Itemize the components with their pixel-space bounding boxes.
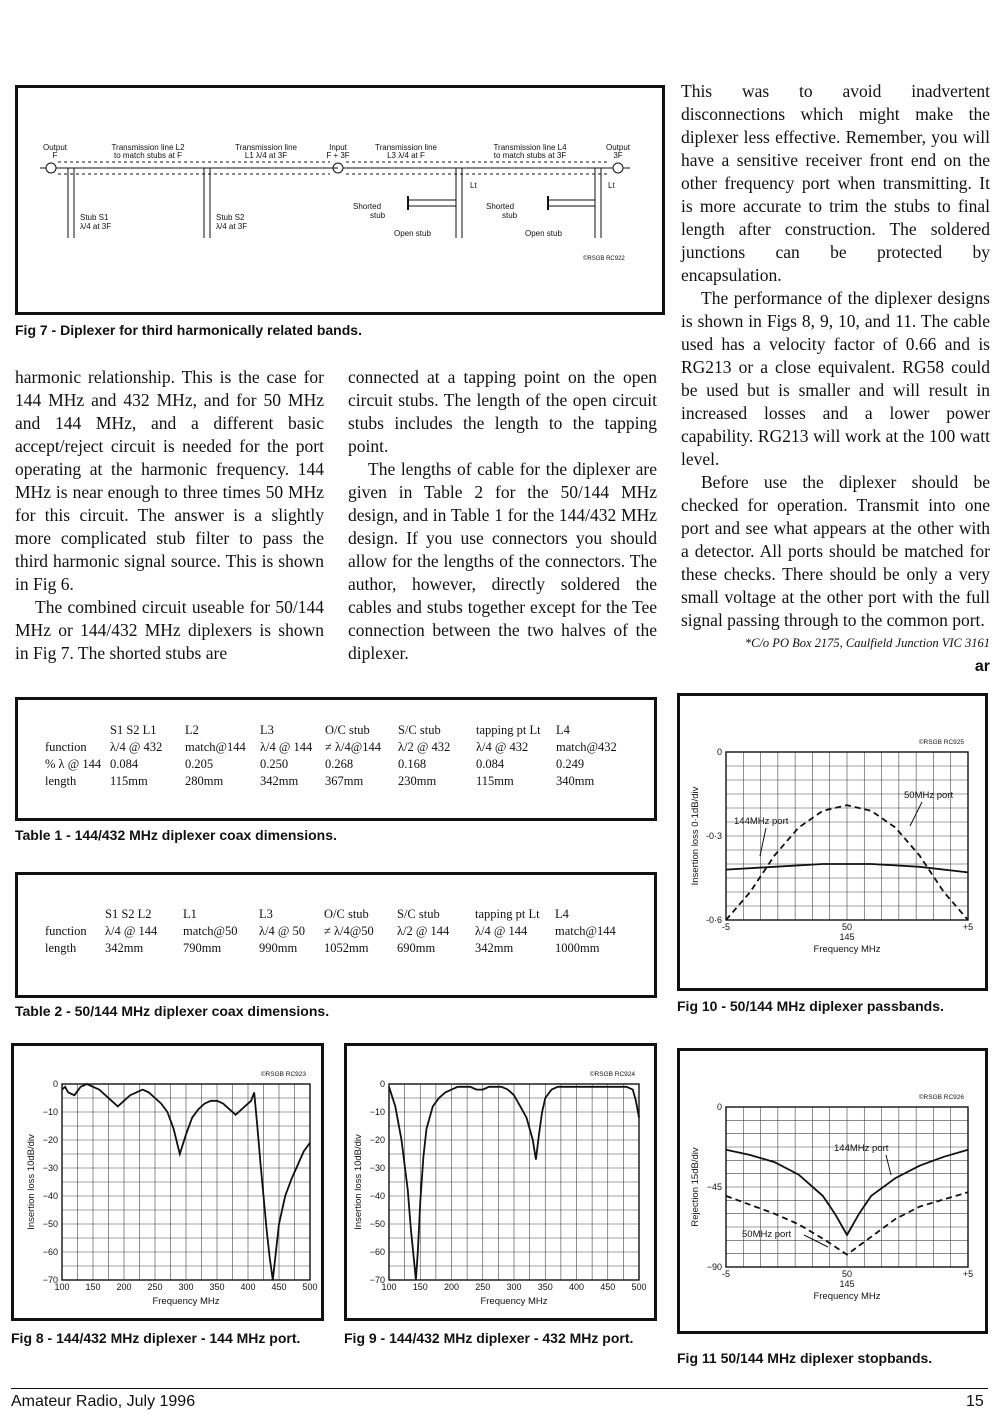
fig7-tl-l2-label2: to match stubs at F [113,151,183,160]
x-axis-label: Frequency MHz [813,1291,881,1302]
fig7-output-left-freq: F [52,151,58,160]
x-axis-label: Frequency MHz [152,1296,220,1307]
series-label: 144MHz port [734,816,789,827]
fig7-credit: ©RSGB RC922 [583,256,625,262]
fig7-stub-s1-label2: λ/4 at 3F [80,222,112,231]
table-cell: λ/4 @ 144 [475,924,528,938]
x-tick-label: -5 [721,922,731,932]
table-cell: 0.168 [398,757,427,771]
table-header-cell: S/C stub [398,723,441,737]
fig9-caption: Fig 9 - 144/432 MHz diplexer - 432 MHz port. [344,1330,634,1346]
fig7-stub-s2-label2: λ/4 at 3F [216,222,248,231]
footer-page-number: 15 [966,1393,984,1410]
fig7-stub-s2-label1: Stub S2 [216,213,245,222]
fig9-frame [344,1043,657,1321]
table-header-cell: L3 [260,723,274,737]
table-cell: 1000mm [555,941,600,955]
table-cell: λ/4 @ 50 [259,924,306,938]
table-cell: 0.084 [476,757,505,771]
fig7-tl-l3-label2: L3 λ/4 at F [387,151,425,160]
table-cell: 0.084 [110,757,139,771]
x-tick-label: 450 [600,1282,616,1292]
table-cell: 342mm [260,774,299,788]
table-cell: 342mm [105,941,144,955]
y-tick-label: −90 [706,1262,722,1272]
table-header-cell: L4 [556,723,570,737]
table-cell: λ/4 @ 432 [110,740,163,754]
x-tick-label: 250 [147,1282,163,1292]
table-row [45,739,617,756]
table-cell: 790mm [183,941,222,955]
table-row [45,773,617,790]
fig7-stub-s1-label1: Stub S1 [80,213,109,222]
table-row [45,940,616,957]
x-tick-label: 500 [631,1282,647,1292]
fig7-shorted-stub2-label2: stub [502,211,518,220]
table-cell: 115mm [110,774,148,788]
table-cell: 342mm [475,941,514,955]
table2 [45,906,616,957]
y-tick-label: −50 [42,1219,58,1229]
table-cell: length [45,941,77,955]
table-cell: 0.250 [260,757,289,771]
table-cell: 367mm [325,774,364,788]
y-axis-label: Rejection 15dB/div [690,1147,701,1227]
end-mark: ar [974,658,990,675]
y-tick-label: −50 [369,1219,385,1229]
y-tick-label: −10 [42,1107,58,1117]
fig7-diagram [18,88,662,312]
x-tick-label: 150 [412,1282,428,1292]
x-tick-label: 400 [240,1282,256,1292]
x-tick-label: 50 [841,1269,853,1279]
table2-caption: Table 2 - 50/144 MHz diplexer coax dimensions. [15,1003,330,1019]
x-axis-label: Frequency MHz [480,1296,548,1307]
table-cell: λ/4 @ 432 [476,740,529,754]
table-cell: match@144 [555,924,616,938]
chart-credit: ©RSGB RC925 [918,739,964,746]
x-tick-label: 200 [443,1282,460,1292]
table-cell: 280mm [185,774,224,788]
fig7-shorted-stub-label1: Shorted [353,202,382,211]
x-tick-label: +5 [962,1269,974,1279]
y-tick-label: −60 [42,1247,58,1257]
fig9-plot [353,1070,647,1307]
fig7-output-right-freq: 3F [613,151,623,160]
x-tick-label: 500 [302,1282,318,1292]
series-label: 50MHz port [904,790,954,801]
table-cell: match@50 [183,924,238,938]
fig7-lt-label: Lt [470,181,477,190]
chart-credit: ©RSGB RC926 [918,1094,964,1101]
table-cell: % λ @ 144 [45,757,102,771]
table-cell: λ/2 @ 432 [398,740,451,754]
table-cell: λ/4 @ 144 [260,740,313,754]
fig7-frame [15,85,665,315]
fig7-tl-l3-label1: Transmission line [375,143,437,152]
table-header-cell: S/C stub [397,907,440,921]
series-label: 144MHz port [834,1143,889,1154]
table-cell: ≠ λ/4@50 [324,924,374,938]
fig11-chart [680,1051,985,1331]
table-cell: ≠ λ/4@144 [325,740,382,754]
table-header-cell: L1 [183,907,197,921]
y-tick-label: −40 [42,1191,58,1201]
fig7-tl-l1-label2: L1 λ/4 at 3F [244,151,288,160]
x-tick-sublabel: 145 [839,932,855,942]
table-cell: 115mm [476,774,514,788]
fig11-plot [690,1093,973,1302]
x-tick-label: 150 [85,1282,101,1292]
table-cell: 0.205 [185,757,214,771]
fig7-input-label2: F + 3F [326,151,350,160]
y-tick-label: −70 [42,1275,58,1285]
fig10-plot [690,738,973,955]
y-tick-label: −70 [369,1275,385,1285]
y-axis-label: Insertion loss 10dB/div [26,1134,37,1230]
series-label-pointer [804,1235,828,1247]
y-tick-label: −45 [706,1182,722,1192]
table-header-cell: S1 S2 L1 [110,723,157,737]
col3-paragraph-3: Before use the diplexer should be checked for operation. Transmit into one port and see what appears at the other with a detector. All ports should be matched for these checks. There should be only a very small voltage at the other port with the full signal passing through to the common port. [681,472,990,630]
fig10-caption: Fig 10 - 50/144 MHz diplexer passbands. [677,998,944,1014]
table-cell: 340mm [556,774,595,788]
table-header-cell: tapping pt Lt [475,907,540,921]
fig8-frame [11,1043,324,1321]
y-tick-label: −30 [42,1163,58,1173]
table-header-cell: tapping pt Lt [476,723,541,737]
x-tick-label: 400 [568,1282,585,1292]
table-cell: function [45,740,87,754]
table-cell: 0.268 [325,757,354,771]
fig8-chart [14,1046,321,1318]
fig11-caption: Fig 11 50/144 MHz diplexer stopbands. [677,1350,933,1366]
fig9-chart [347,1046,654,1318]
table-cell: 990mm [259,941,298,955]
y-tick-label: 0 [52,1079,58,1089]
table-cell: 690mm [397,941,436,955]
y-tick-label: 0 [379,1079,385,1089]
fig7-lt2-label: Lt [608,181,615,190]
x-tick-label: 250 [475,1282,491,1292]
fig7-input-label1: Input [329,143,347,152]
y-axis-label: Insertion loss 10dB/div [353,1134,364,1230]
fig7-output-right: Output [605,143,631,152]
chart-credit: ©RSGB RC923 [260,1071,306,1078]
series-label-pointer [760,828,766,856]
table-cell: 230mm [398,774,437,788]
col1-paragraph-2: The combined circuit useable for 50/144 MHz or 144/432 MHz diplexers is shown in Fig 7. The shorted stubs are [15,597,324,663]
y-tick-label: 0 [716,1102,722,1112]
fig7-open-stub-label: Open stub [394,229,431,238]
table-header-cell [45,722,110,739]
x-tick-label: +5 [962,922,974,932]
table-row [45,756,617,773]
fig7-shorted-stub-label2: stub [370,211,386,220]
x-tick-label: 450 [271,1282,287,1292]
article-column-1 [15,366,324,665]
y-tick-label: −20 [369,1135,385,1145]
x-tick-label: 300 [178,1282,194,1292]
x-tick-label: 350 [209,1282,225,1292]
table-header-cell: S1 S2 L2 [105,907,152,921]
fig7-tl-l4-label2: to match stubs at 3F [493,151,567,160]
author-address: *C/o PO Box 2175, Caulfield Junction VIC 3161 [744,636,990,650]
x-tick-label: 300 [506,1282,522,1292]
y-tick-label: −30 [369,1163,385,1173]
y-tick-label: -0·3 [705,831,722,841]
fig10-chart [680,696,985,988]
table-cell: 1052mm [324,941,369,955]
col3-paragraph-2: The performance of the diplexer designs is shown in Figs 8, 9, 10, and 11. The cable used has a velocity factor of 0.66 and is RG213 or a close equivalent. RG58 could be used but is smaller and will result in increased losses and a lower power capability. RG213 will work at the 100 watt level. [681,288,990,469]
series-label-pointer [886,1155,891,1175]
x-tick-sublabel: 145 [839,1279,855,1289]
fig11-frame [677,1048,988,1334]
article-column-3 [681,80,990,678]
table-header-cell: O/C stub [325,723,370,737]
fig8-plot [26,1070,318,1307]
y-axis-label: Insertion loss 0·1dB/div [690,786,701,886]
article-column-2 [348,366,657,665]
y-tick-label: −40 [369,1191,385,1201]
fig7-tl-l2-label1: Transmission line L2 [111,143,185,152]
table-header-cell: L3 [259,907,273,921]
table2-header-row [45,906,616,923]
fig7-shorted-stub2-label1: Shorted [486,202,515,211]
col3-paragraph-1: This was to avoid inadvertent disconnections which might make the diplexer less effective. Remember, you will have a sensitive receiver front end on the other frequency port when transmitting. It is more accurate to trim the stubs to final length after construction. The soldered junctions can be protected by encapsulation. [681,81,990,285]
col2-paragraph-2: The lengths of cable for the diplexer are given in Table 2 for the 50/144 MHz design, and in Table 1 for the 144/432 MHz design. If you use connectors you should allow for the lengths of the connectors. The author, however, directly soldered the cables and stubs together except for the Tee connection between the two halves of the diplexer. [348,459,657,663]
x-tick-label: 100 [381,1282,397,1292]
footer-rule [11,1388,988,1389]
table-row [45,923,616,940]
table-header-cell: L4 [555,907,569,921]
x-axis-label: Frequency MHz [813,944,881,955]
x-tick-label: 200 [116,1282,132,1292]
y-tick-label: 0 [716,747,722,757]
table-cell: match@144 [185,740,246,754]
x-tick-label: 50 [841,922,853,932]
fig7-open-stub2-label: Open stub [525,229,562,238]
y-tick-label: −20 [42,1135,58,1145]
table-cell: length [45,774,77,788]
footer-publication: Amateur Radio, July 1996 [11,1393,196,1410]
fig10-frame [677,693,988,991]
table1 [45,722,617,790]
x-tick-label: -5 [721,1269,731,1279]
series-label: 50MHz port [742,1229,792,1240]
col1-paragraph-1: harmonic relationship. This is the case for 144 MHz and 432 MHz, and for 50 MHz and 144 MHz, and a different basic accept/reject circuit is needed for the port operating at the harmonic frequency. 144 MHz is near enough to three times 50 MHz for this circuit. The answer is a slightly more complicated stub filter to pass the third harmonic signal source. This is shown in Fig 6. [15,367,324,594]
fig7-caption: Fig 7 - Diplexer for third harmonically related bands. [15,322,362,338]
table-cell: function [45,924,87,938]
y-tick-label: −60 [369,1247,385,1257]
chart-credit: ©RSGB RC924 [589,1071,635,1078]
fig7-tl-l4-label1: Transmission line L4 [493,143,567,152]
table-header-cell: O/C stub [324,907,369,921]
table-cell: match@432 [556,740,617,754]
col2-paragraph-1: connected at a tapping point on the open circuit stubs. The length of the open circuit stubs includes the length to the tapping point. [348,367,657,456]
y-tick-label: −10 [369,1107,385,1117]
table-cell: λ/4 @ 144 [105,924,158,938]
fig8-caption: Fig 8 - 144/432 MHz diplexer - 144 MHz port. [11,1330,301,1346]
fig7-output-left: Output [42,143,68,152]
table1-header-row [45,722,617,739]
table1-caption: Table 1 - 144/432 MHz diplexer coax dimensions. [15,827,337,843]
fig7-tl-l1-label1: Transmission line [235,143,297,152]
table-header-cell [45,906,105,923]
table-cell: λ/2 @ 144 [397,924,450,938]
x-tick-label: 100 [54,1282,70,1292]
table-header-cell: L2 [185,723,199,737]
table-cell: 0.249 [556,757,585,771]
y-tick-label: -0·6 [705,915,722,925]
x-tick-label: 350 [537,1282,553,1292]
